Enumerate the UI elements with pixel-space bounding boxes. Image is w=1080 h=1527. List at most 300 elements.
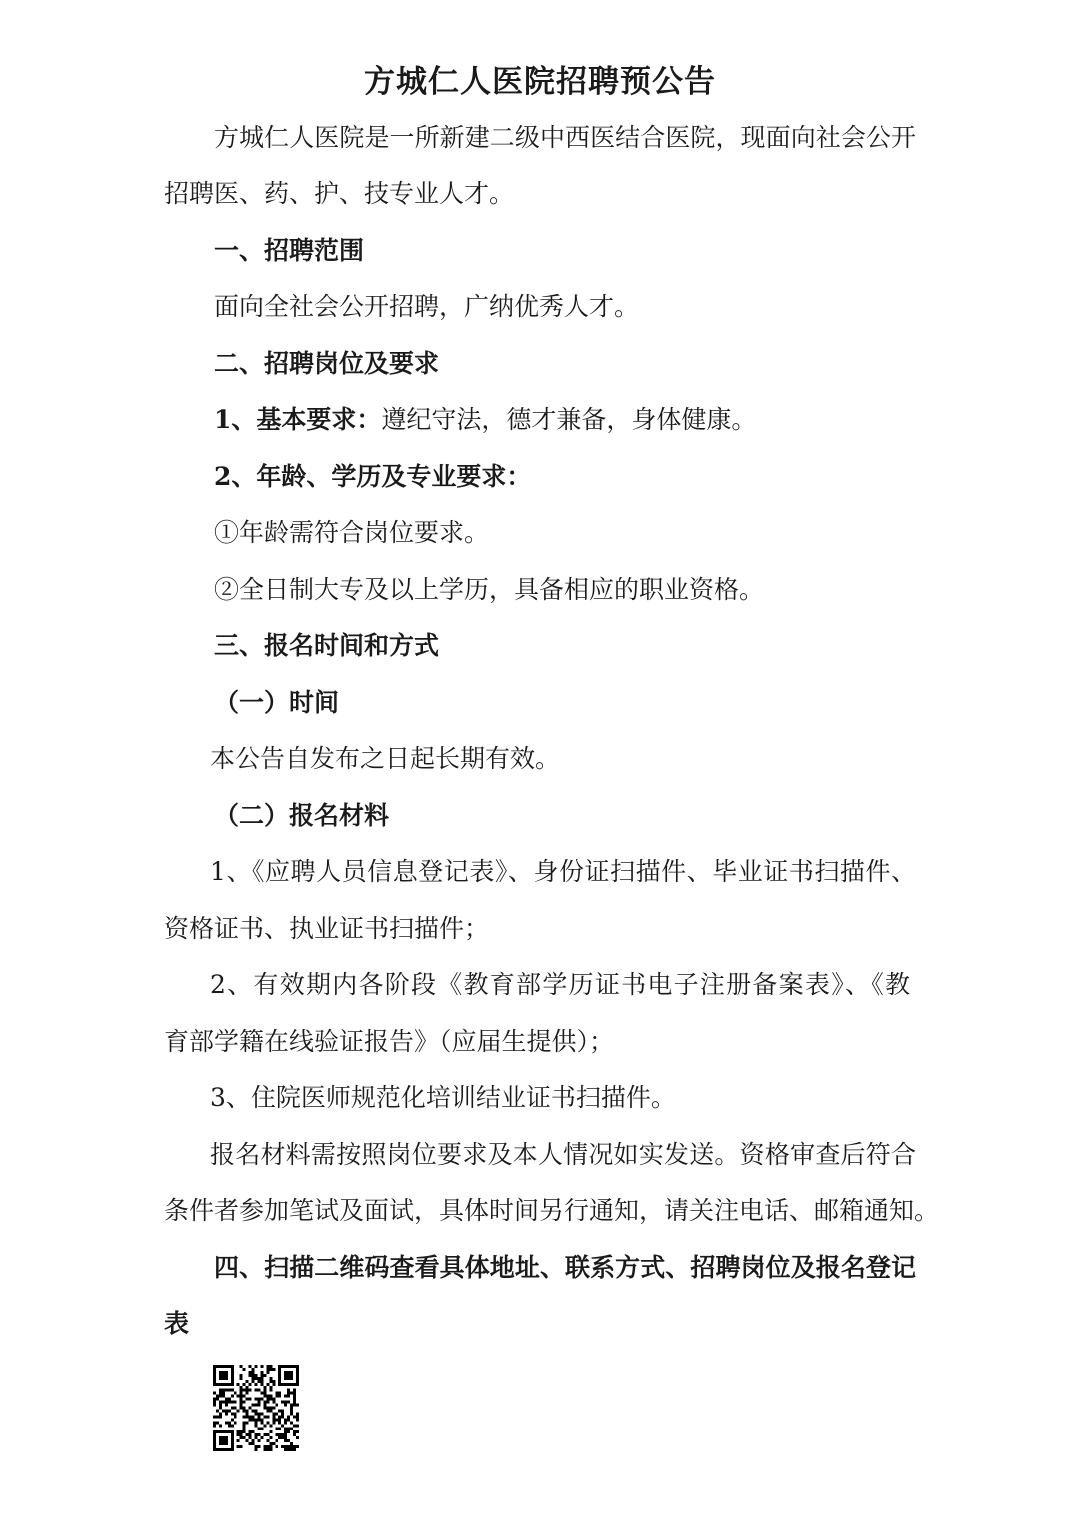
qr-module bbox=[257, 1398, 260, 1401]
section1-body: 面向全社会公开招聘，广纳优秀人才。 bbox=[214, 292, 640, 321]
qr-module bbox=[228, 1409, 231, 1412]
qr-module bbox=[246, 1439, 249, 1442]
qr-module bbox=[228, 1365, 231, 1368]
qr-module bbox=[296, 1436, 299, 1439]
qr-module bbox=[284, 1448, 287, 1451]
qr-module bbox=[281, 1415, 284, 1418]
section3-heading: 三、报名时间和方式 bbox=[214, 631, 440, 660]
qr-module bbox=[240, 1433, 243, 1436]
section3-sub2-heading: （二）报名材料 bbox=[214, 801, 390, 830]
qr-module bbox=[219, 1424, 222, 1427]
qr-module bbox=[287, 1427, 290, 1430]
qr-module bbox=[216, 1448, 219, 1451]
qr-module bbox=[240, 1386, 243, 1389]
qr-module bbox=[219, 1439, 222, 1442]
qr-module bbox=[225, 1401, 228, 1404]
qr-module bbox=[228, 1383, 231, 1386]
qr-module bbox=[293, 1401, 296, 1404]
qr-module bbox=[290, 1409, 293, 1412]
qr-module bbox=[213, 1398, 216, 1401]
qr-module bbox=[252, 1404, 255, 1407]
qr-module bbox=[246, 1433, 249, 1436]
qr-module bbox=[255, 1409, 258, 1412]
qr-module bbox=[246, 1421, 249, 1424]
material-2-line-2: 育部学籍在线验证报告》（应届生提供）； bbox=[164, 1027, 615, 1056]
qr-module bbox=[243, 1424, 246, 1427]
qr-module bbox=[231, 1424, 234, 1427]
note-line-2: 条件者参加笔试及面试，具体时间另行通知，请关注电话、邮箱通知。 bbox=[164, 1196, 940, 1225]
qr-module bbox=[231, 1401, 234, 1404]
qr-module bbox=[225, 1404, 228, 1407]
qr-module bbox=[272, 1418, 275, 1421]
qr-module bbox=[219, 1448, 222, 1451]
qr-module bbox=[216, 1383, 219, 1386]
section2-heading: 二、招聘岗位及要求 bbox=[214, 349, 440, 378]
qr-module bbox=[213, 1401, 216, 1404]
qr-module bbox=[228, 1421, 231, 1424]
qr-module bbox=[266, 1365, 269, 1368]
qr-module bbox=[275, 1404, 278, 1407]
qr-module bbox=[257, 1412, 260, 1415]
qr-module bbox=[287, 1448, 290, 1451]
qr-module bbox=[225, 1421, 228, 1424]
qr-module bbox=[213, 1433, 216, 1436]
qr-module bbox=[284, 1404, 287, 1407]
qr-module bbox=[257, 1401, 260, 1404]
qr-module bbox=[296, 1404, 299, 1407]
qr-module bbox=[284, 1421, 287, 1424]
qr-module bbox=[272, 1412, 275, 1415]
qr-module bbox=[231, 1436, 234, 1439]
qr-module bbox=[231, 1374, 234, 1377]
qr-module bbox=[263, 1415, 266, 1418]
qr-module bbox=[213, 1380, 216, 1383]
qr-module bbox=[260, 1412, 263, 1415]
qr-module bbox=[287, 1430, 290, 1433]
qr-module bbox=[216, 1421, 219, 1424]
qr-module bbox=[296, 1430, 299, 1433]
qr-module bbox=[231, 1395, 234, 1398]
qr-module bbox=[296, 1374, 299, 1377]
qr-module bbox=[281, 1401, 284, 1404]
qr-module bbox=[243, 1436, 246, 1439]
qr-module bbox=[290, 1442, 293, 1445]
qr-module bbox=[260, 1374, 263, 1377]
qr-module bbox=[246, 1398, 249, 1401]
qr-module bbox=[231, 1380, 234, 1383]
qr-module bbox=[213, 1445, 216, 1448]
qr-module bbox=[275, 1395, 278, 1398]
qr-module bbox=[249, 1407, 252, 1410]
qr-module bbox=[278, 1433, 281, 1436]
qr-module bbox=[213, 1377, 216, 1380]
qr-module bbox=[287, 1395, 290, 1398]
qr-module bbox=[234, 1407, 237, 1410]
qr-module bbox=[269, 1389, 272, 1392]
qr-module bbox=[257, 1415, 260, 1418]
qr-module bbox=[252, 1380, 255, 1383]
section1-heading: 一、招聘范围 bbox=[214, 236, 365, 265]
qr-module bbox=[290, 1407, 293, 1410]
qr-module bbox=[284, 1430, 287, 1433]
qr-module bbox=[243, 1395, 246, 1398]
qr-module bbox=[252, 1439, 255, 1442]
qr-module bbox=[284, 1439, 287, 1442]
qr-module bbox=[228, 1430, 231, 1433]
qr-module bbox=[234, 1412, 237, 1415]
qr-module bbox=[269, 1407, 272, 1410]
qr-module bbox=[213, 1368, 216, 1371]
qr-module bbox=[243, 1383, 246, 1386]
qr-module bbox=[243, 1430, 246, 1433]
qr-module bbox=[222, 1395, 225, 1398]
qr-module bbox=[281, 1433, 284, 1436]
qr-module bbox=[257, 1433, 260, 1436]
qr-module bbox=[252, 1442, 255, 1445]
qr-module bbox=[213, 1430, 216, 1433]
qr-module bbox=[225, 1365, 228, 1368]
qr-module bbox=[222, 1377, 225, 1380]
qr-module bbox=[243, 1368, 246, 1371]
qr-module bbox=[281, 1365, 284, 1368]
qr-module bbox=[293, 1365, 296, 1368]
qr-module bbox=[219, 1401, 222, 1404]
qr-module bbox=[222, 1409, 225, 1412]
qr-module bbox=[290, 1365, 293, 1368]
qr-module bbox=[228, 1424, 231, 1427]
qr-module bbox=[255, 1424, 258, 1427]
qr-module bbox=[296, 1368, 299, 1371]
qr-module bbox=[287, 1415, 290, 1418]
qr-module bbox=[213, 1392, 216, 1395]
section4-heading-line-1: 四、扫描二维码查看具体地址、联系方式、招聘岗位及报名登记 bbox=[214, 1253, 916, 1282]
qr-module bbox=[272, 1442, 275, 1445]
qr-module bbox=[272, 1398, 275, 1401]
qr-module bbox=[293, 1433, 296, 1436]
qr-module bbox=[219, 1371, 222, 1374]
qr-module bbox=[213, 1442, 216, 1445]
qr-module bbox=[219, 1430, 222, 1433]
qr-module bbox=[269, 1442, 272, 1445]
qr-module bbox=[255, 1374, 258, 1377]
qr-module bbox=[246, 1415, 249, 1418]
qr-module bbox=[266, 1383, 269, 1386]
qr-module bbox=[219, 1415, 222, 1418]
qr-module bbox=[284, 1395, 287, 1398]
qr-module bbox=[263, 1392, 266, 1395]
qr-module bbox=[296, 1365, 299, 1368]
qr-module bbox=[213, 1371, 216, 1374]
qr-module bbox=[260, 1380, 263, 1383]
qr-module bbox=[293, 1395, 296, 1398]
qr-module bbox=[266, 1371, 269, 1374]
qr-module bbox=[213, 1383, 216, 1386]
qr-module bbox=[269, 1436, 272, 1439]
qr-module bbox=[296, 1418, 299, 1421]
qr-module bbox=[275, 1418, 278, 1421]
qr-module bbox=[246, 1409, 249, 1412]
qr-module bbox=[255, 1412, 258, 1415]
qr-module bbox=[225, 1430, 228, 1433]
qr-module bbox=[219, 1377, 222, 1380]
qr-module bbox=[266, 1398, 269, 1401]
qr-module bbox=[278, 1383, 281, 1386]
qr-module bbox=[269, 1368, 272, 1371]
qr-module bbox=[284, 1445, 287, 1448]
qr-module bbox=[219, 1404, 222, 1407]
qr-module bbox=[246, 1386, 249, 1389]
qr-module bbox=[275, 1439, 278, 1442]
qr-module bbox=[293, 1404, 296, 1407]
qr-module bbox=[263, 1386, 266, 1389]
qr-module bbox=[263, 1433, 266, 1436]
qr-module bbox=[243, 1401, 246, 1404]
qr-module bbox=[269, 1445, 272, 1448]
qr-module bbox=[293, 1398, 296, 1401]
qr-module bbox=[234, 1421, 237, 1424]
qr-module bbox=[281, 1383, 284, 1386]
qr-module bbox=[216, 1430, 219, 1433]
qr-module bbox=[272, 1415, 275, 1418]
qr-module bbox=[293, 1383, 296, 1386]
qr-module bbox=[293, 1430, 296, 1433]
qr-module bbox=[284, 1401, 287, 1404]
qr-module bbox=[225, 1448, 228, 1451]
qr-module bbox=[290, 1445, 293, 1448]
qr-module bbox=[243, 1409, 246, 1412]
qr-module bbox=[219, 1436, 222, 1439]
qr-module bbox=[260, 1427, 263, 1430]
qr-module bbox=[287, 1401, 290, 1404]
qr-module bbox=[284, 1433, 287, 1436]
qr-module bbox=[269, 1398, 272, 1401]
qr-module bbox=[255, 1433, 258, 1436]
qr-module bbox=[216, 1398, 219, 1401]
qr-module bbox=[237, 1430, 240, 1433]
qr-module bbox=[272, 1368, 275, 1371]
qr-module bbox=[243, 1421, 246, 1424]
qr-module bbox=[213, 1439, 216, 1442]
qr-module bbox=[240, 1404, 243, 1407]
qr-module bbox=[237, 1409, 240, 1412]
qr-module bbox=[231, 1418, 234, 1421]
qr-module bbox=[252, 1418, 255, 1421]
qr-module bbox=[284, 1383, 287, 1386]
qr-module bbox=[278, 1427, 281, 1430]
qr-module bbox=[263, 1407, 266, 1410]
qr-module bbox=[243, 1407, 246, 1410]
qr-module bbox=[225, 1412, 228, 1415]
qr-module bbox=[287, 1371, 290, 1374]
qr-module bbox=[255, 1398, 258, 1401]
qr-module bbox=[263, 1395, 266, 1398]
qr-module bbox=[225, 1377, 228, 1380]
qr-module bbox=[219, 1392, 222, 1395]
qr-module bbox=[249, 1418, 252, 1421]
qr-module bbox=[281, 1445, 284, 1448]
qr-module bbox=[240, 1374, 243, 1377]
qr-module bbox=[278, 1365, 281, 1368]
qr-module bbox=[240, 1389, 243, 1392]
qr-module bbox=[263, 1401, 266, 1404]
qr-module bbox=[296, 1371, 299, 1374]
qr-module bbox=[293, 1392, 296, 1395]
qr-module bbox=[296, 1377, 299, 1380]
qr-module bbox=[252, 1377, 255, 1380]
qr-module bbox=[231, 1442, 234, 1445]
requirement-item-2: ②全日制大专及以上学历，具备相应的职业资格。 bbox=[214, 575, 765, 604]
qr-module bbox=[243, 1427, 246, 1430]
qr-module bbox=[287, 1383, 290, 1386]
requirement-basic bbox=[214, 403, 756, 437]
qr-module bbox=[266, 1421, 269, 1424]
qr-module bbox=[240, 1398, 243, 1401]
qr-module bbox=[284, 1418, 287, 1421]
qr-module bbox=[266, 1448, 269, 1451]
qr-module bbox=[237, 1395, 240, 1398]
qr-module bbox=[219, 1412, 222, 1415]
qr-module bbox=[225, 1436, 228, 1439]
qr-module bbox=[296, 1412, 299, 1415]
qr-module bbox=[257, 1445, 260, 1448]
qr-module bbox=[290, 1421, 293, 1424]
qr-module bbox=[257, 1427, 260, 1430]
qr-module bbox=[290, 1448, 293, 1451]
qr-module bbox=[252, 1368, 255, 1371]
qr-module bbox=[263, 1445, 266, 1448]
qr-module bbox=[296, 1445, 299, 1448]
qr-module bbox=[240, 1407, 243, 1410]
qr-module bbox=[290, 1371, 293, 1374]
qr-module bbox=[213, 1436, 216, 1439]
qr-module bbox=[278, 1415, 281, 1418]
qr-module bbox=[296, 1424, 299, 1427]
qr-module bbox=[287, 1392, 290, 1395]
qr-code-icon[interactable] bbox=[213, 1365, 299, 1451]
qr-module bbox=[287, 1389, 290, 1392]
qr-module bbox=[257, 1377, 260, 1380]
qr-module bbox=[260, 1436, 263, 1439]
qr-module bbox=[225, 1439, 228, 1442]
qr-module bbox=[255, 1404, 258, 1407]
qr-module bbox=[231, 1433, 234, 1436]
qr-module bbox=[284, 1377, 287, 1380]
qr-module bbox=[263, 1424, 266, 1427]
qr-module bbox=[255, 1445, 258, 1448]
qr-module bbox=[216, 1365, 219, 1368]
qr-module bbox=[219, 1389, 222, 1392]
qr-module bbox=[284, 1371, 287, 1374]
qr-module bbox=[296, 1415, 299, 1418]
qr-module bbox=[281, 1436, 284, 1439]
qr-module bbox=[260, 1421, 263, 1424]
qr-module bbox=[266, 1395, 269, 1398]
qr-module bbox=[281, 1424, 284, 1427]
qr-module bbox=[293, 1389, 296, 1392]
requirement-age-label: 2、年龄、学历及专业要求： bbox=[214, 462, 532, 491]
qr-code-graphic bbox=[213, 1365, 299, 1451]
qr-module bbox=[287, 1377, 290, 1380]
qr-module bbox=[278, 1436, 281, 1439]
qr-module bbox=[228, 1448, 231, 1451]
qr-module bbox=[240, 1430, 243, 1433]
qr-module bbox=[260, 1371, 263, 1374]
qr-module bbox=[246, 1412, 249, 1415]
qr-module bbox=[275, 1412, 278, 1415]
section3-sub1-heading: （一）时间 bbox=[214, 688, 340, 717]
qr-module bbox=[257, 1418, 260, 1421]
qr-module bbox=[228, 1389, 231, 1392]
qr-module bbox=[219, 1383, 222, 1386]
qr-module bbox=[278, 1395, 281, 1398]
qr-module bbox=[260, 1365, 263, 1368]
qr-module bbox=[237, 1439, 240, 1442]
qr-module bbox=[281, 1409, 284, 1412]
qr-module bbox=[260, 1418, 263, 1421]
qr-module bbox=[243, 1389, 246, 1392]
qr-module bbox=[278, 1418, 281, 1421]
qr-module bbox=[249, 1398, 252, 1401]
qr-module bbox=[240, 1445, 243, 1448]
requirement-item-1: ①年龄需符合岗位要求。 bbox=[214, 518, 490, 547]
qr-module bbox=[240, 1365, 243, 1368]
qr-module bbox=[278, 1377, 281, 1380]
qr-module bbox=[219, 1442, 222, 1445]
qr-module bbox=[213, 1374, 216, 1377]
qr-module bbox=[269, 1424, 272, 1427]
qr-module bbox=[252, 1409, 255, 1412]
qr-module bbox=[260, 1398, 263, 1401]
qr-module bbox=[269, 1395, 272, 1398]
qr-module bbox=[240, 1392, 243, 1395]
qr-module bbox=[269, 1409, 272, 1412]
qr-module bbox=[252, 1371, 255, 1374]
qr-module bbox=[278, 1421, 281, 1424]
qr-module bbox=[231, 1439, 234, 1442]
qr-module bbox=[246, 1392, 249, 1395]
qr-module bbox=[246, 1380, 249, 1383]
section3-sub1-body: 本公告自发布之日起长期有效。 bbox=[210, 744, 561, 773]
qr-module bbox=[222, 1389, 225, 1392]
qr-module bbox=[240, 1436, 243, 1439]
material-2-line-1: 2、有效期内各阶段《教育部学历证书电子注册备案表》、《教 bbox=[210, 970, 910, 999]
qr-module bbox=[249, 1430, 252, 1433]
qr-module bbox=[222, 1383, 225, 1386]
qr-module bbox=[255, 1365, 258, 1368]
qr-module bbox=[213, 1424, 216, 1427]
qr-module bbox=[257, 1404, 260, 1407]
qr-module bbox=[246, 1389, 249, 1392]
qr-module bbox=[231, 1389, 234, 1392]
qr-module bbox=[266, 1407, 269, 1410]
qr-module bbox=[231, 1368, 234, 1371]
qr-module bbox=[263, 1404, 266, 1407]
qr-module bbox=[222, 1371, 225, 1374]
qr-module bbox=[225, 1389, 228, 1392]
qr-module bbox=[237, 1383, 240, 1386]
qr-module bbox=[231, 1448, 234, 1451]
qr-module bbox=[269, 1448, 272, 1451]
qr-module bbox=[275, 1433, 278, 1436]
qr-module bbox=[219, 1365, 222, 1368]
qr-module bbox=[290, 1374, 293, 1377]
qr-module bbox=[272, 1401, 275, 1404]
qr-module bbox=[272, 1380, 275, 1383]
qr-module bbox=[266, 1433, 269, 1436]
qr-module bbox=[257, 1389, 260, 1392]
qr-module bbox=[213, 1404, 216, 1407]
qr-module bbox=[290, 1392, 293, 1395]
